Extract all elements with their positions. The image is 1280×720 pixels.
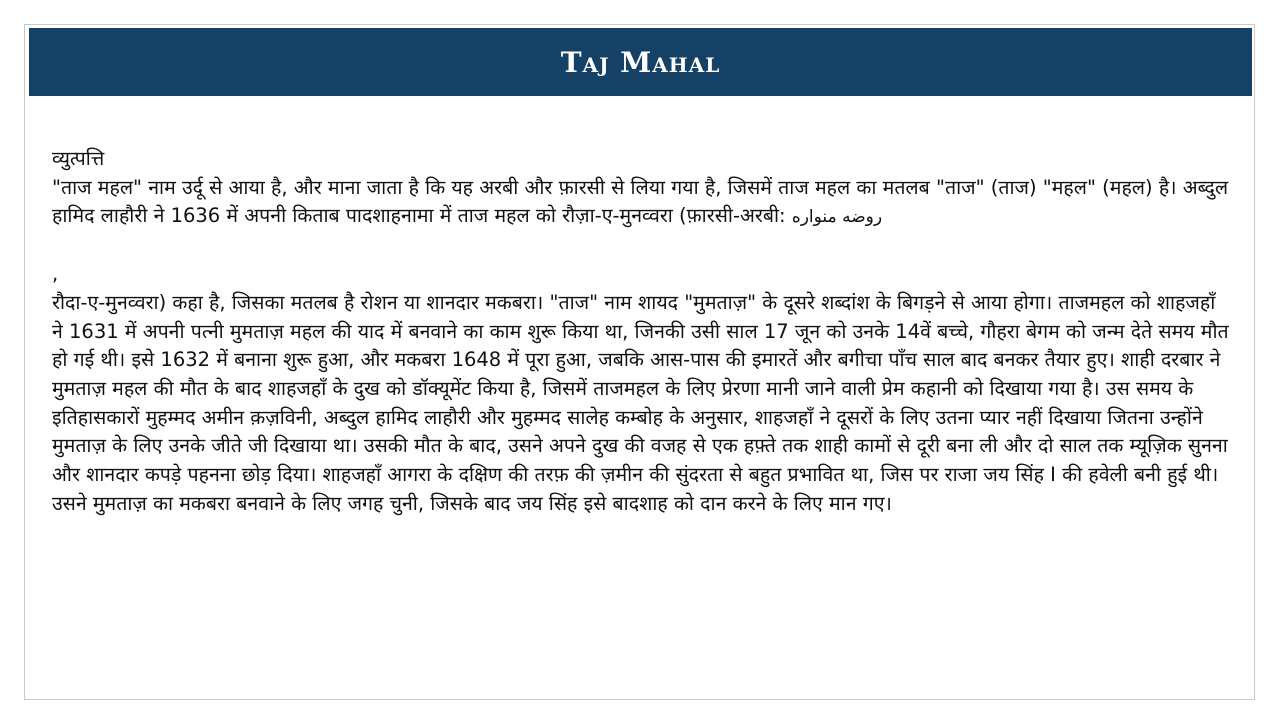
paragraph-1 [52,174,1232,232]
blank-line [52,232,1232,260]
paragraph-2: रौदा-ए-मुनव्वरा) कहा है, जिसका मतलब है रोशन या शानदार मकबरा। "ताज" नाम शायद "मुमताज़" के दूसरे शब्दांश के बिगड़ने से आया होगा। ताजमहल को शाहजहाँ ने 1631 में अपनी पत्नी मुमताज़ महल की याद में बनवाने का काम शुरू किया था, जिनकी उसी साल 17 जून को उनके 14वें बच्चे, गौहरा बेगम को जन्म देते समय मौत हो गई थी। इसे 1632 में बनाना शुरू हुआ, और मकबरा 1648 में पूरा हुआ, जबकि आस-पास की इमारतें और बगीचा पाँच साल बाद बनकर तैयार हुए। शाही दरबार ने मुमताज़ महल की मौत के बाद शाहजहाँ के दुख को डॉक्यूमेंट किया है, जिसमें ताजमहल के लिए प्रेरणा मानी जाने वाली प्रेम कहानी को दिखाया गया है। उस समय के इतिहासकारों मुहम्मद अमीन क़ज़विनी, अब्दुल हामिद लाहौरी और मुहम्मद सालेह कम्बोह के अनुसार, शाहजहाँ ने दूसरों के लिए उतना प्यार नहीं दिखाया जितना उन्होंने मुमताज़ के लिए उनके जीते जी दिखाया था। उसकी मौत के बाद, उसने अपने दुख की वजह से एक हफ़्ते तक शाही कामों से दूरी बना ली और दो साल तक म्यूज़िक सुनना और शानदार कपड़े पहनना छोड़ दिया। शाहजहाँ आगरा के दक्षिण की तरफ़ की ज़मीन की सुंदरता से बहुत प्रभावित था, जिस पर राजा जय सिंह I की हवेली बनी हुई थी। उसने मुमताज़ का मकबरा बनवाने के लिए जगह चुनी, जिसके बाद जय सिंह इसे बादशाह को दान करने के लिए मान गए। [52,290,1229,515]
paragraph-1-text: "ताज महल" नाम उर्दू से आया है, और माना जाता है कि यह अरबी और फ़ारसी से लिया गया है, जिसमें ताज महल का मतलब "ताज" (ताज) "महल" (महल) है। अब्दुल हामिद लाहौरी ने 1636 में अपनी किताब पादशाहनामा में ताज महल को रौज़ा-ए-मुनव्वरा (फ़ारसी-अरबी: [52,175,1229,228]
title-bar [29,28,1252,96]
section-heading: व्युत्पत्ति [52,147,105,170]
slide-title: Taj Mahal [560,45,721,79]
slide [24,24,1255,700]
urdu-text: روضه منواره [791,207,883,228]
stray-comma: , [52,262,59,286]
slide-body [52,145,1232,518]
